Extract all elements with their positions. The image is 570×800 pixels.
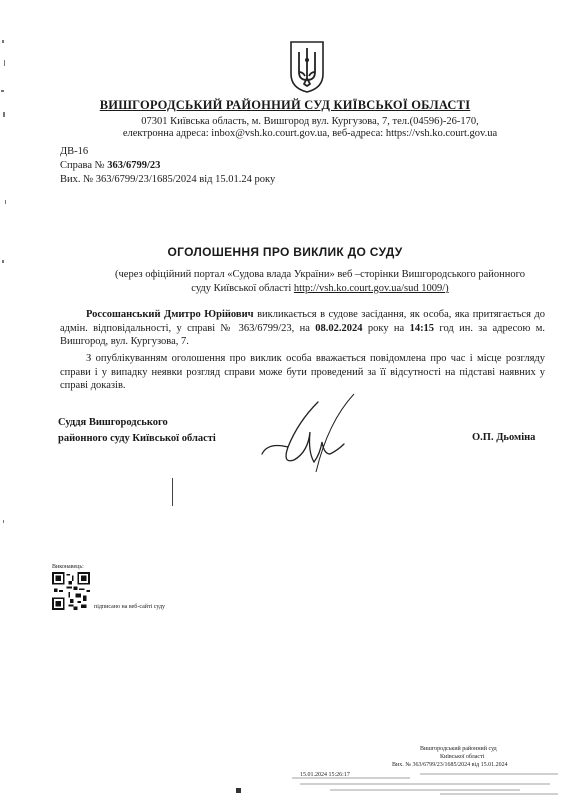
publication-note-line2 <box>80 282 560 296</box>
stamp-region: Київської області <box>440 754 485 760</box>
judge-title-line2: районного суду Київської області <box>58 433 216 444</box>
court-address: 07301 Київська область, м. Вишгород вул. Кургузова, 7, тел.(04596)-26-170, <box>141 116 479 127</box>
publication-note <box>80 268 560 296</box>
publication-note-line1: (через офіційний портал «Судова влада України» веб –сторінки Вишгородського районного <box>115 269 525 280</box>
person-name: Россошанський Дмитро Юрійович <box>86 309 254 320</box>
consequence-paragraph: З опублікуванням оголошення про виклик особа вважається повідомлена про час і місце розгляду справи і у випадку неявки розгляд справи може бути проведений за її відсутності на підставі наявних у справі доказів. <box>60 353 545 391</box>
case-number-value: 363/6799/23 <box>107 160 161 171</box>
qr-caption: Виконавець: <box>52 564 84 570</box>
notice-title: ОГОЛОШЕННЯ ПРО ВИКЛИК ДО СУДУ <box>167 245 403 259</box>
stamp-court-name: Вишгородський районний суд <box>420 746 497 752</box>
judge-title <box>58 415 216 447</box>
publication-note-prefix: суду Київської області <box>191 283 294 294</box>
summons-paragraph <box>60 308 545 349</box>
court-email: електронна адреса: inbox@vsh.ko.court.gov.ua, веб-адреса: https://vsh.ko.court.gov.ua <box>122 128 498 139</box>
judge-title-line1: Суддя Вишгородського <box>58 417 168 428</box>
qr-code-icon[interactable] <box>52 572 90 610</box>
case-label: Справа № <box>60 160 105 171</box>
scan-edge-marks <box>0 0 14 800</box>
ukraine-coat-of-arms-icon <box>287 38 327 94</box>
summons-text-3: год ин. за адресою м. Вишгород, вул. Кургузова, 7. <box>60 322 545 347</box>
stamp-timestamp: 15.01.2024 15:26:17 <box>300 772 350 778</box>
stamp-outgoing: Вих. № 363/6799/23/1685/2024 від 15.01.2024 <box>392 762 508 768</box>
stamp-scribbles <box>290 768 560 798</box>
judge-name: О.П. Дьоміна <box>472 432 536 443</box>
outgoing-number: Вих. № 363/6799/23/1685/2024 від 15.01.24 року <box>60 174 276 185</box>
qr-verification-note: підписано на веб-сайті суду <box>94 604 166 610</box>
signature-divider <box>172 478 173 506</box>
hearing-time: 14:15 <box>409 322 435 334</box>
document-code: ДВ-16 <box>60 146 89 157</box>
scan-dot <box>236 788 241 793</box>
handwritten-signature <box>258 392 368 482</box>
hearing-date: 08.02.2024 <box>315 322 363 334</box>
court-website-link[interactable]: http://vsh.ko.court.gov.ua/sud 1009/) <box>293 283 449 294</box>
case-number <box>60 160 160 171</box>
summons-text-2: року на <box>362 322 410 334</box>
summons-text-1: викликається в судове засідання, як особа, яка притягається до адмін. відповідальності, у справі № 363/6799/23, на <box>60 309 545 334</box>
court-name: ВИШГОРОДСЬКИЙ РАЙОННИЙ СУД КИЇВСЬКОЇ ОБЛАСТІ <box>99 98 471 112</box>
